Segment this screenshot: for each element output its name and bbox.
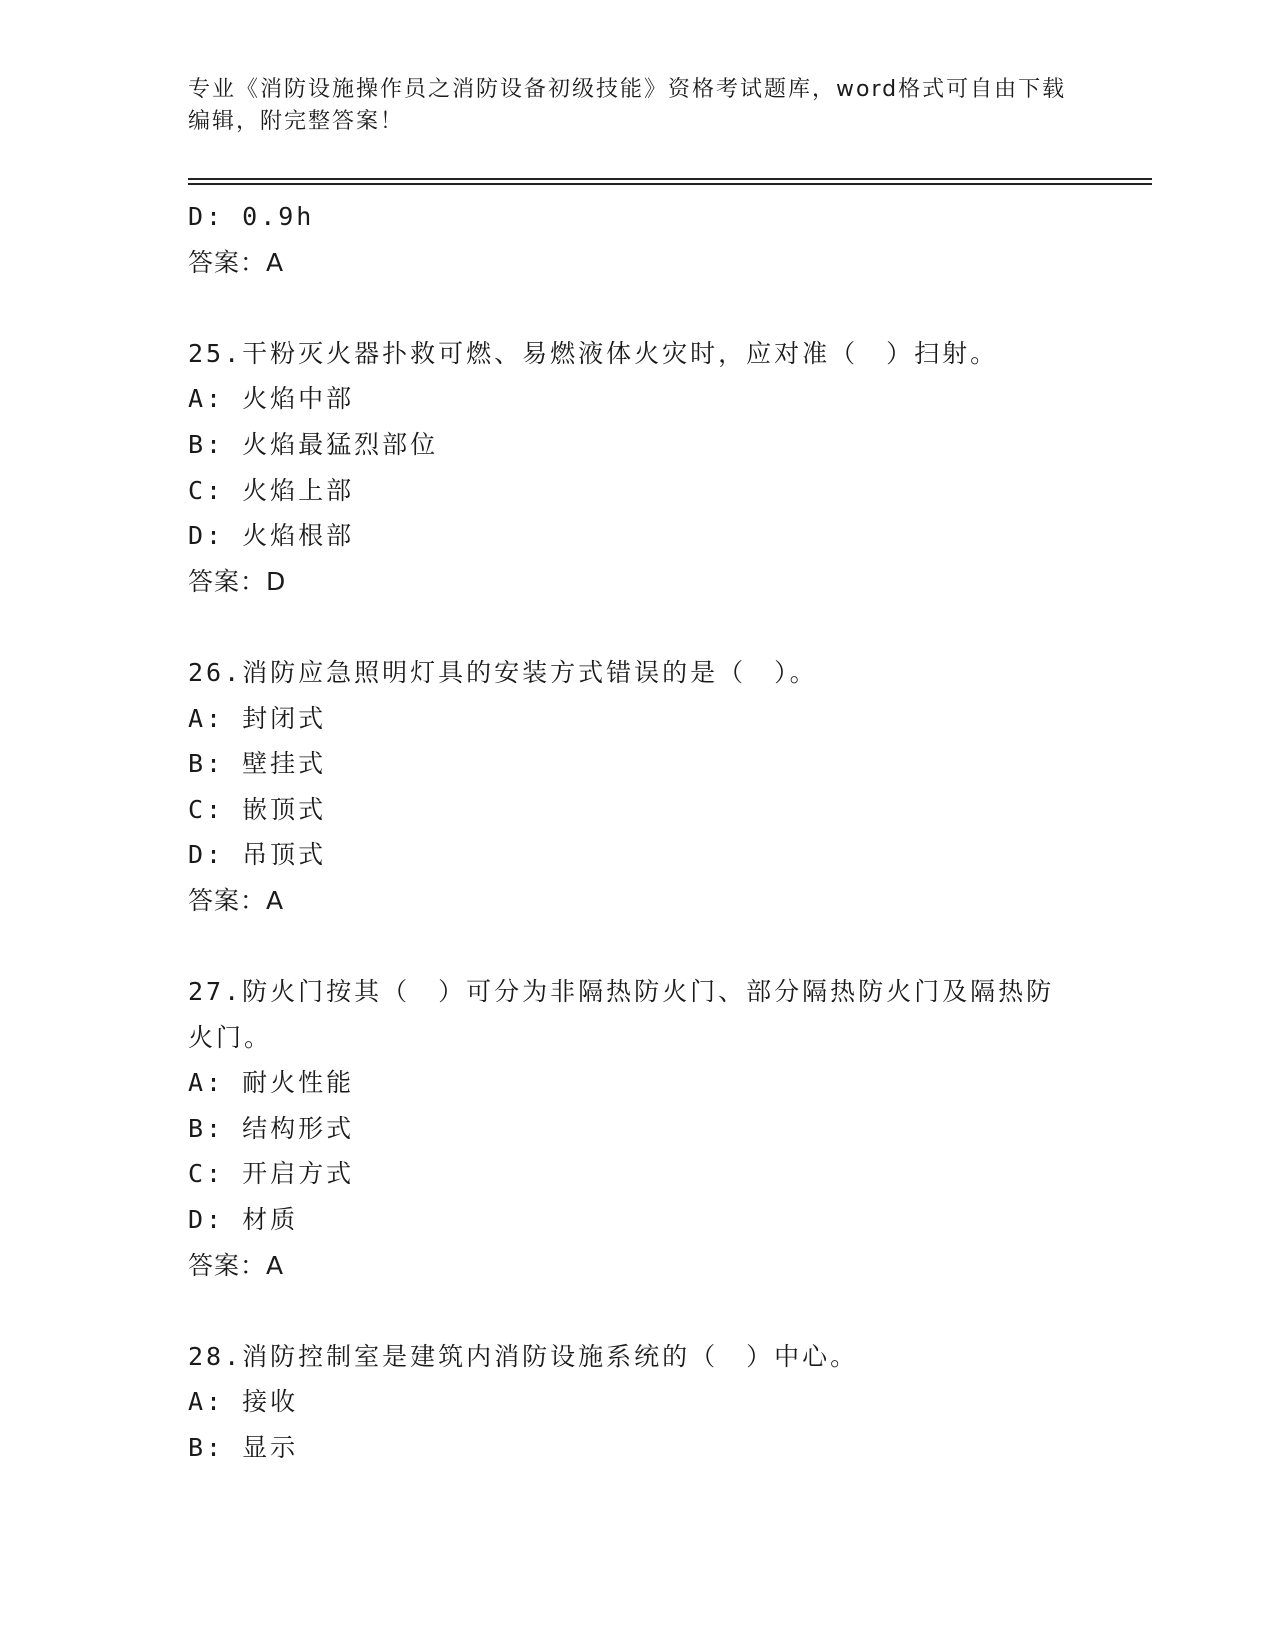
option-a: A: 封闭式 bbox=[188, 703, 327, 733]
question-stem: 26.消防应急照明灯具的安装方式错误的是（ ）。 bbox=[188, 657, 818, 687]
answer-line: 答案：A bbox=[188, 885, 285, 915]
answer-line: 答案：D bbox=[188, 566, 287, 596]
option-a: A: 接收 bbox=[188, 1387, 299, 1417]
option-d: D: 吊顶式 bbox=[188, 840, 327, 870]
option-c: C: 嵌顶式 bbox=[188, 794, 327, 824]
question-stem: 27.防火门按其（ ）可分为非隔热防火门、部分隔热防火门及隔热防火门。 bbox=[188, 977, 1055, 1052]
option-b: B: 显示 bbox=[188, 1433, 299, 1463]
header-divider-top bbox=[188, 178, 1152, 180]
option-d: D: 材质 bbox=[188, 1205, 299, 1235]
document-header: 专业《消防设施操作员之消防设备初级技能》资格考试题库，word格式可自由下载编辑，附完整答案！ bbox=[188, 77, 1067, 134]
option-a: A: 耐火性能 bbox=[188, 1068, 355, 1098]
question-stem: 28.消防控制室是建筑内消防设施系统的（ ）中心。 bbox=[188, 1341, 859, 1371]
option-b: B: 结构形式 bbox=[188, 1113, 355, 1143]
option-a: A: 火焰中部 bbox=[188, 384, 355, 414]
header-divider-bottom bbox=[188, 183, 1152, 185]
option-c: C: 开启方式 bbox=[188, 1159, 355, 1189]
option-b: B: 火焰最猛烈部位 bbox=[188, 429, 439, 459]
spacer bbox=[188, 604, 1088, 650]
prev-option-d: D: 0.9h bbox=[188, 202, 315, 231]
question-stem: 25.干粉灭火器扑救可燃、易燃液体火灾时，应对准（ ）扫射。 bbox=[188, 338, 999, 368]
question-block-27 bbox=[188, 969, 1088, 1288]
question-block-25 bbox=[188, 331, 1088, 605]
spacer bbox=[188, 1288, 1088, 1334]
option-d: D: 火焰根部 bbox=[188, 521, 355, 551]
spacer bbox=[188, 924, 1088, 970]
answer-line: 答案：A bbox=[188, 1250, 285, 1280]
question-list bbox=[188, 194, 1088, 1471]
prev-answer: 答案：A bbox=[188, 247, 285, 277]
spacer bbox=[188, 285, 1088, 331]
question-block-28 bbox=[188, 1334, 1088, 1471]
option-c: C: 火焰上部 bbox=[188, 475, 355, 505]
question-block-26 bbox=[188, 650, 1088, 924]
option-b: B: 壁挂式 bbox=[188, 749, 327, 779]
